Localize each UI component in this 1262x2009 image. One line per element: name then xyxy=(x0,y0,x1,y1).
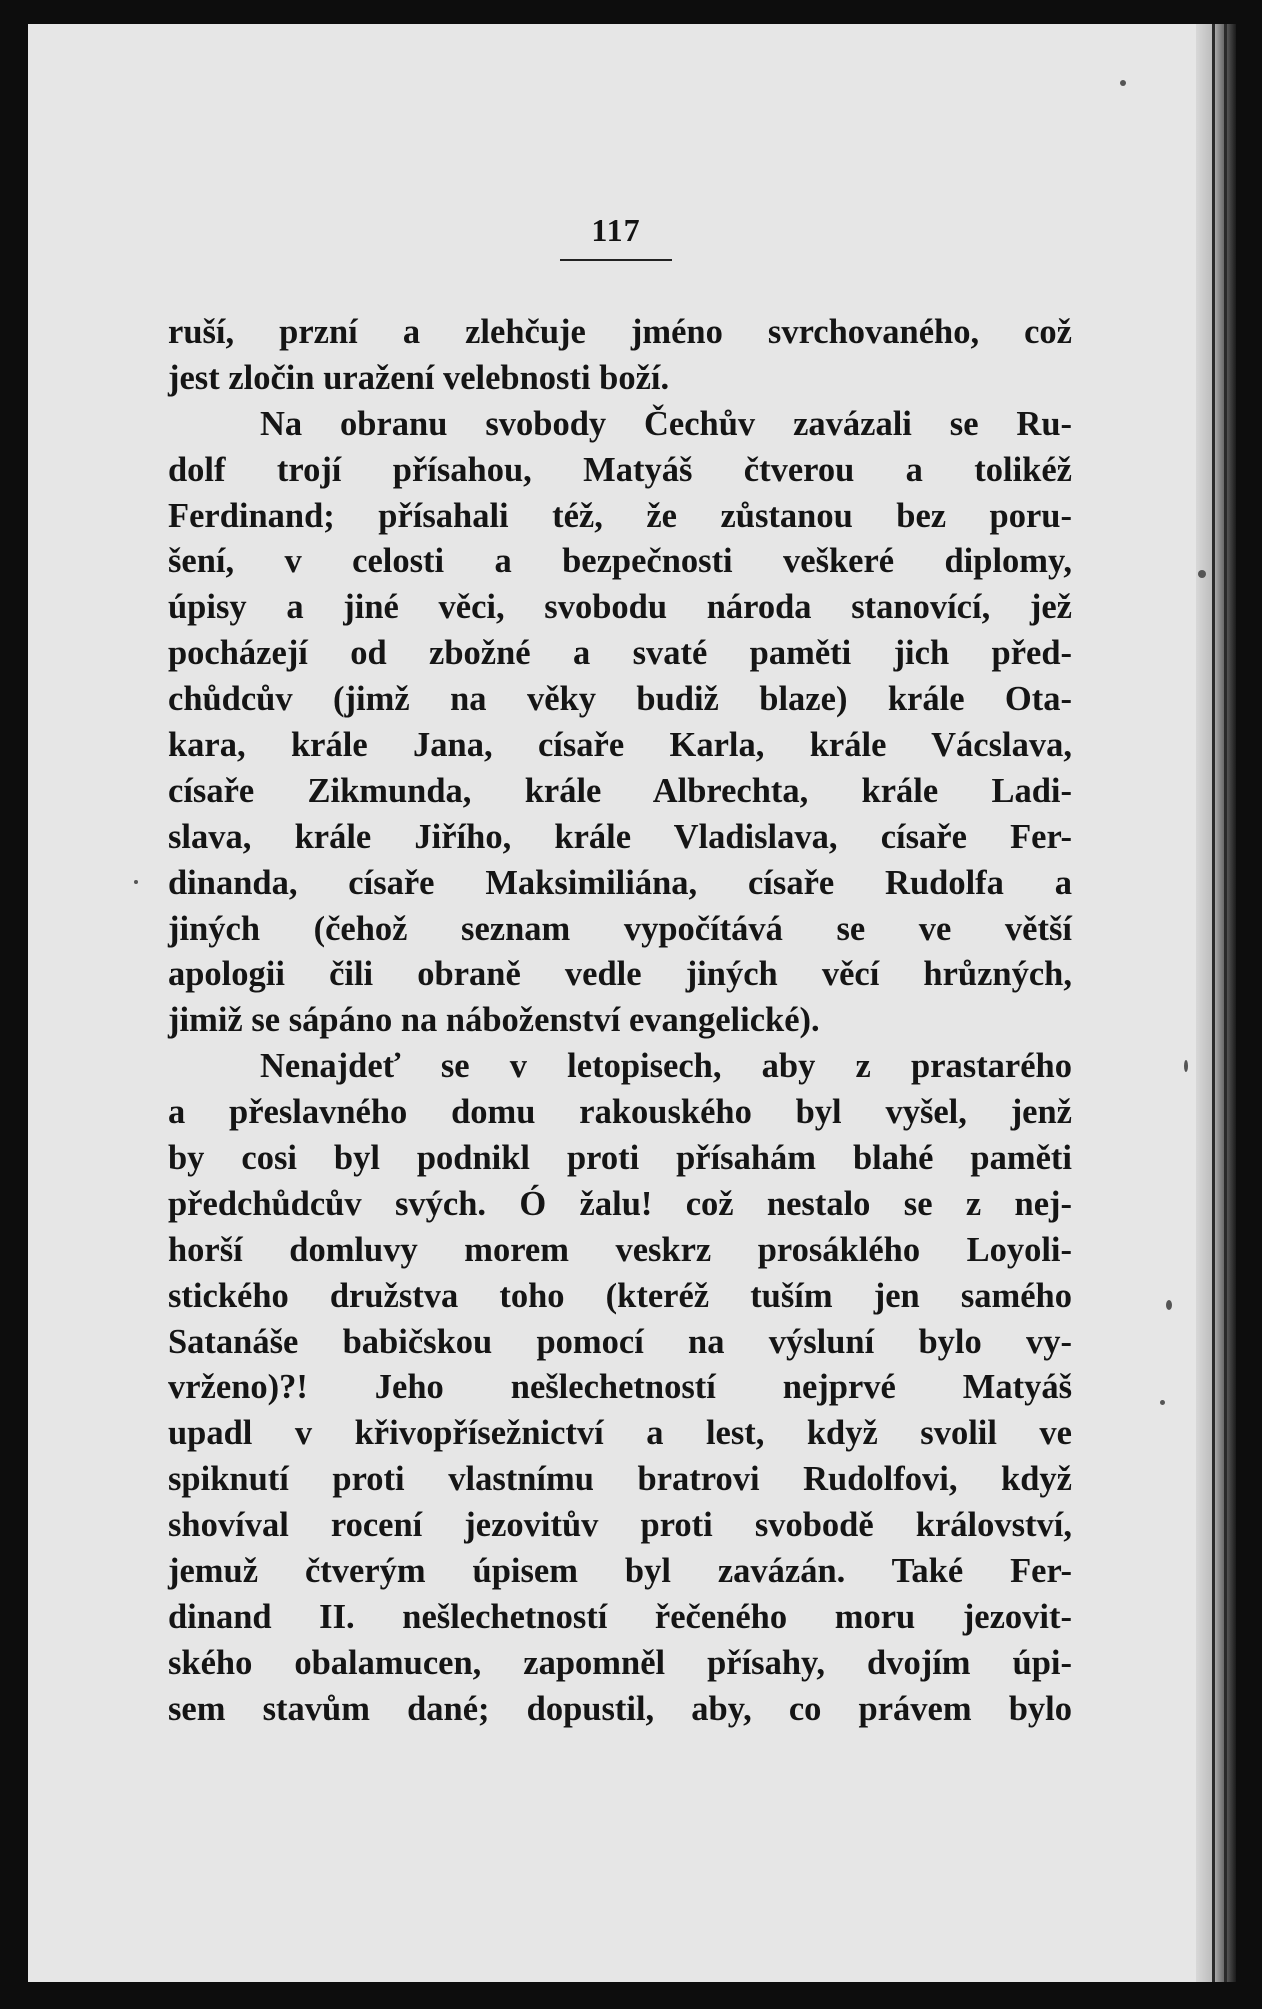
text-line: slava, krále Jiřího, krále Vladislava, císaře Fer- xyxy=(168,817,1072,856)
gutter-line xyxy=(1224,24,1227,1982)
dust-speck xyxy=(1166,1300,1172,1310)
dust-speck xyxy=(1198,570,1206,578)
gutter-line xyxy=(1212,24,1215,1982)
text-line: chůdcův (jimž na věky budiž blaze) krále Ota- xyxy=(168,680,1072,719)
text-line: dinand II. nešlechetností řečeného moru jezovit- xyxy=(168,1597,1072,1636)
text-line: dinanda, císaře Maksimiliána, císaře Rudolfa a xyxy=(168,863,1072,902)
text-line: horší domluvy morem veskrz prosáklého Loyoli- xyxy=(168,1230,1072,1269)
dust-speck xyxy=(134,880,138,884)
text-line: císaře Zikmunda, krále Albrechta, krále Ladi- xyxy=(168,771,1072,810)
text-line: dolf trojí přísahou, Matyáš čtverou a tolikéž xyxy=(168,450,1072,489)
text-line: stického družstva toho (kteréž tuším jen samého xyxy=(168,1276,1072,1315)
text-line: sem stavům dané; dopustil, aby, co právem bylo xyxy=(168,1689,1072,1728)
text-line: Ferdinand; přísahali též, že zůstanou bez poru- xyxy=(168,496,1072,535)
text-line: shovíval rocení jezovitův proti svobodě království, xyxy=(168,1506,1072,1545)
page-number-rule xyxy=(560,259,672,261)
text-line: jest zločin uražení velebnosti boží. xyxy=(168,358,670,397)
text-line: ského obalamucen, zapomněl přísahy, dvojím úpi- xyxy=(168,1643,1072,1682)
text-line: ruší, przní a zlehčuje jméno svrchovaného, což xyxy=(168,313,1072,351)
text-line: jemuž čtverým úpisem byl zavázán. Také Fer- xyxy=(168,1552,1072,1591)
text-line: by cosi byl podnikl proti přísahám blahé paměti xyxy=(168,1139,1072,1178)
dust-speck xyxy=(1160,1400,1165,1405)
body-text xyxy=(168,310,1072,1733)
text-line: apologii čili obraně vedle jiných věcí hrůzných, xyxy=(168,955,1072,994)
text-line: Nenajdeť se v letopisech, aby z prastarého xyxy=(260,1047,1072,1086)
text-line: šení, v celosti a bezpečnosti veškeré diplomy, xyxy=(168,542,1072,581)
text-line: vrženo)?! Jeho nešlechetností nejprvé Matyáš xyxy=(168,1368,1072,1407)
binding-gutter xyxy=(1196,24,1236,1982)
text-line: předchůdcův svých. Ó žalu! což nestalo se z nej- xyxy=(168,1184,1072,1223)
text-line: a přeslavného domu rakouského byl vyšel, jenž xyxy=(168,1093,1072,1132)
text-line: úpisy a jiné věci, svobodu národa stanovící, jež xyxy=(168,588,1072,627)
text-line: kara, krále Jana, císaře Karla, krále Vácslava, xyxy=(168,726,1072,765)
text-line: spiknutí proti vlastnímu bratrovi Rudolfovi, když xyxy=(168,1460,1072,1499)
text-line: jimiž se sápáno na náboženství evangelické). xyxy=(168,1001,820,1040)
text-line: jiných (čehož seznam vypočítává se ve větší xyxy=(168,909,1072,948)
dust-speck xyxy=(1120,80,1126,86)
dust-speck xyxy=(1184,1060,1188,1072)
text-line: pocházejí od zbožné a svaté paměti jich před- xyxy=(168,634,1072,673)
text-line: Na obranu svobody Čechův zavázali se Ru- xyxy=(260,404,1072,443)
text-line: upadl v křivopřísežnictví a lest, když svolil ve xyxy=(168,1414,1072,1453)
page-number: 117 xyxy=(591,212,641,248)
text-line: Satanáše babičskou pomocí na výsluní bylo vy- xyxy=(168,1322,1072,1361)
